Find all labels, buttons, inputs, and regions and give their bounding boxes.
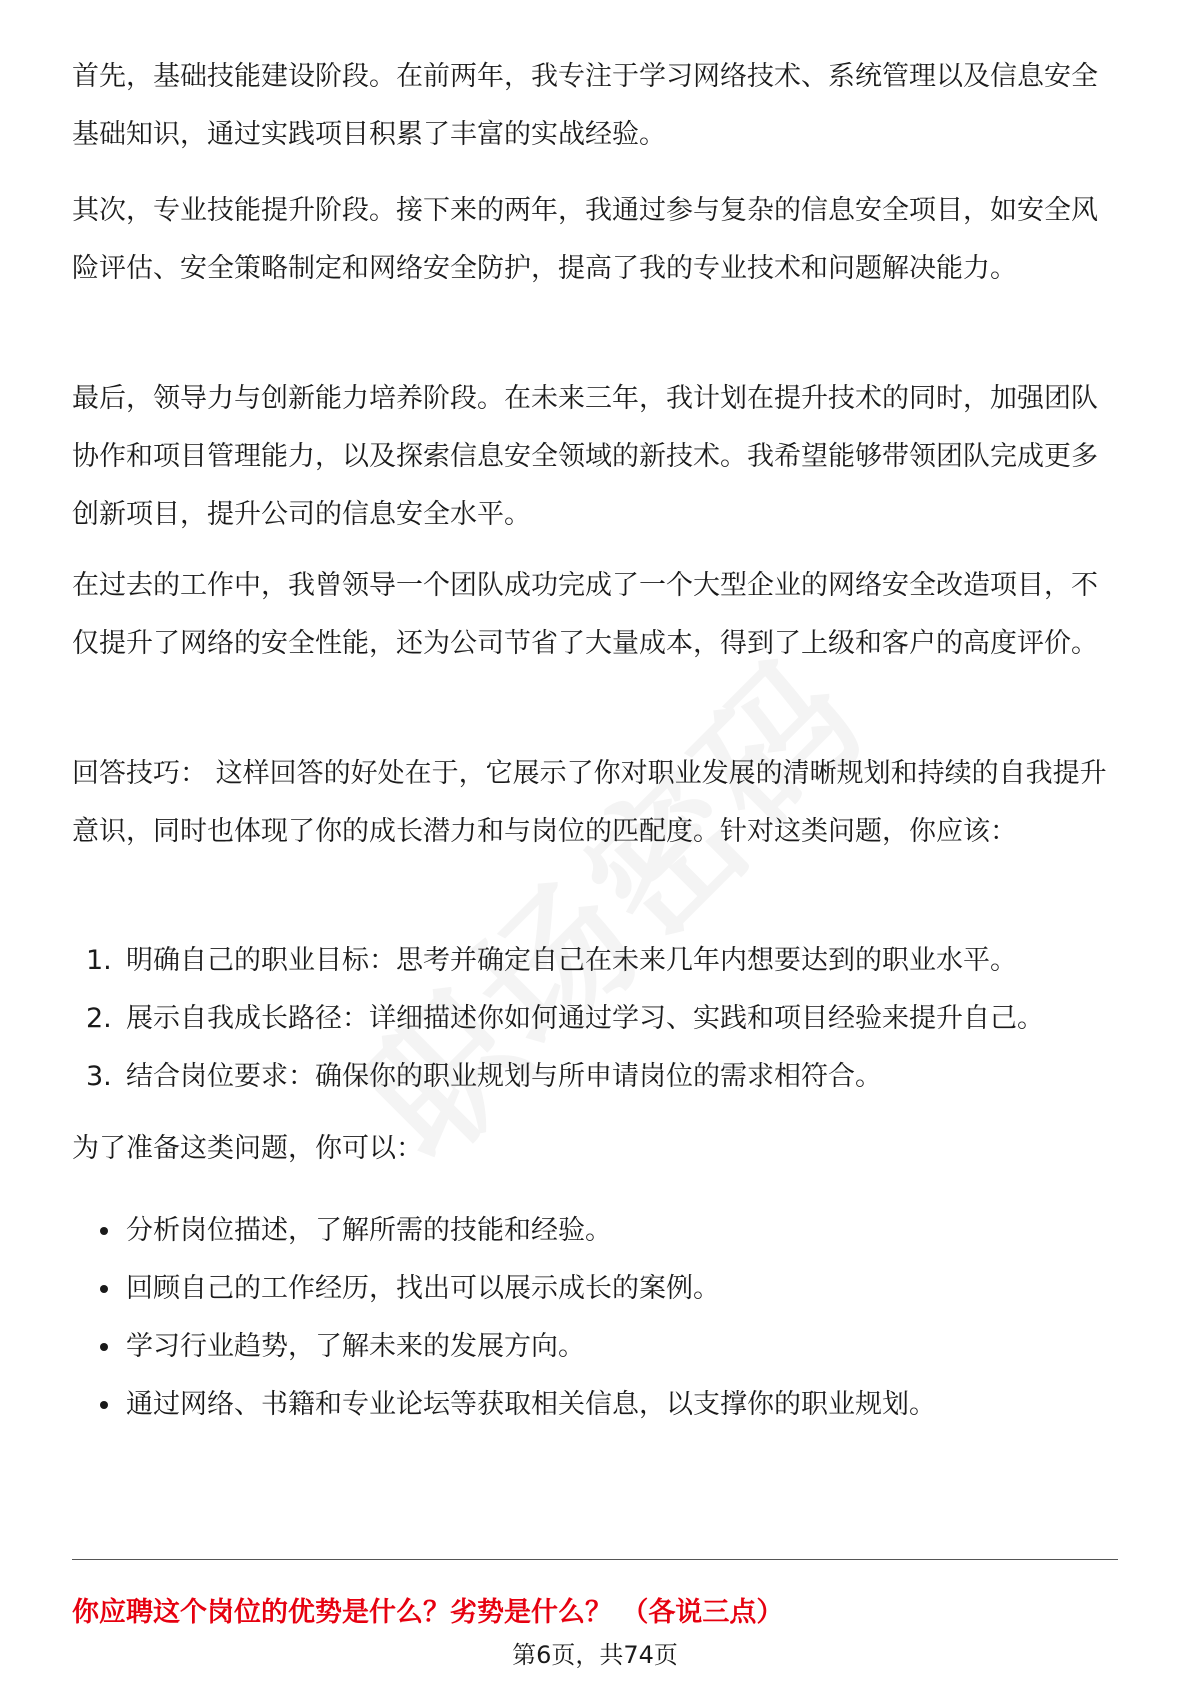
list-item xyxy=(72,932,1118,990)
list-item-text: 通过网络、书籍和专业论坛等获取相关信息，以支撑你的职业规划。 xyxy=(126,1389,936,1420)
list-item xyxy=(72,1202,1118,1260)
bullet-icon xyxy=(100,1227,108,1235)
bullet-icon xyxy=(100,1401,108,1409)
next-question-heading: 你应聘这个岗位的优势是什么？劣势是什么？ （各说三点） xyxy=(72,1597,784,1628)
list-item xyxy=(72,1260,1118,1318)
list-item-text: 结合岗位要求：确保你的职业规划与所申请岗位的需求相符合。 xyxy=(126,1061,882,1092)
list-marker: 1. xyxy=(86,945,112,976)
list-item-text: 学习行业趋势，了解未来的发展方向。 xyxy=(126,1331,585,1362)
list-item xyxy=(72,1318,1118,1376)
list-item xyxy=(72,990,1118,1048)
list-item xyxy=(72,1376,1118,1434)
paragraph-past-work: 在过去的工作中，我曾领导一个团队成功完成了一个大型企业的网络安全改造项目，不仅提升了网络的安全性能，还为公司节省了大量成本，得到了上级和客户的高度评价。 xyxy=(72,570,1098,659)
bullet-icon xyxy=(100,1285,108,1293)
list-item xyxy=(72,1048,1118,1106)
list-item-text: 展示自我成长路径：详细描述你如何通过学习、实践和项目经验来提升自己。 xyxy=(126,1003,1044,1034)
list-item-text: 分析岗位描述，了解所需的技能和经验。 xyxy=(126,1215,612,1246)
paragraph-leadership: 最后，领导力与创新能力培养阶段。在未来三年，我计划在提升技术的同时，加强团队协作和项目管理能力，以及探索信息安全领域的新技术。我希望能够带领团队完成更多创新项目，提升公司的信息安全水平。 xyxy=(72,383,1098,530)
numbered-list xyxy=(72,932,1118,1106)
paragraph-prepare-intro: 为了准备这类问题，你可以： xyxy=(72,1133,423,1164)
list-marker: 3. xyxy=(86,1061,112,1092)
paragraph-answer-tips: 回答技巧： 这样回答的好处在于，它展示了你对职业发展的清晰规划和持续的自我提升意识，同时也体现了你的成长潜力和与岗位的匹配度。针对这类问题，你应该： xyxy=(72,758,1107,847)
bullet-icon xyxy=(100,1343,108,1351)
paragraph-professional-skills: 其次，专业技能提升阶段。接下来的两年，我通过参与复杂的信息安全项目，如安全风险评估、安全策略制定和网络安全防护，提高了我的专业技术和问题解决能力。 xyxy=(72,195,1098,284)
paragraph-basic-skills: 首先，基础技能建设阶段。在前两年，我专注于学习网络技术、系统管理以及信息安全基础知识，通过实践项目积累了丰富的实战经验。 xyxy=(72,61,1098,150)
list-item-text: 明确自己的职业目标：思考并确定自己在未来几年内想要达到的职业水平。 xyxy=(126,945,1017,976)
list-item-text: 回顾自己的工作经历，找出可以展示成长的案例。 xyxy=(126,1273,720,1304)
bullet-list xyxy=(72,1202,1118,1434)
list-marker: 2. xyxy=(86,1003,112,1034)
divider xyxy=(72,1559,1118,1560)
page-number: 第6页，共74页 xyxy=(512,1641,678,1669)
